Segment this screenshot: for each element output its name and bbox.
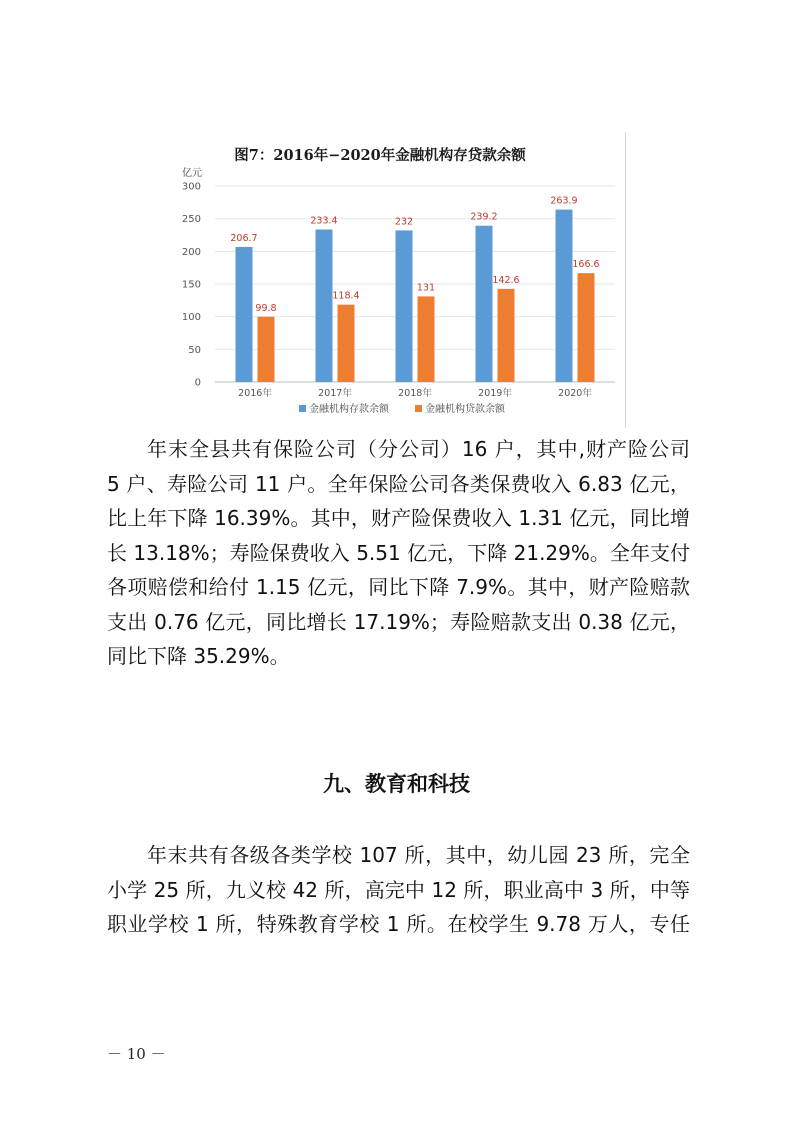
- chart-legend: [299, 402, 506, 415]
- bar-value-label: 131: [416, 282, 436, 294]
- bar-deposit: [396, 230, 413, 382]
- x-tick-label: 2016年: [238, 388, 272, 399]
- x-tick-label: 2020年: [558, 388, 592, 399]
- text-line: 比上年下降 16.39%。其中，财产险保费收入 1.31 亿元，同比增: [107, 506, 690, 530]
- bar-value-label: 232: [394, 216, 414, 228]
- x-tick-label: 2017年: [318, 388, 352, 399]
- chart-title: 图7：2016年−2020年金融机构存贷款余额: [234, 147, 526, 164]
- legend-label: 金融机构存款余额: [309, 404, 389, 415]
- y-tick-label: 0: [194, 377, 201, 389]
- text-line: 各项赔偿和给付 1.15 亿元，同比下降 7.9%。其中，财产险赔款: [107, 575, 690, 599]
- chart-border: [625, 132, 626, 428]
- chart-unit-label: 亿元: [182, 168, 202, 179]
- page-number: － 10 －: [107, 1045, 166, 1063]
- text-line: 年末全县共有保险公司（分公司）16 户，其中,财产险公司: [147, 437, 690, 461]
- text-line: 同比下降 35.29%。: [107, 644, 290, 668]
- chart-bars: [236, 210, 595, 382]
- bar-loan: [338, 305, 355, 382]
- y-tick-label: 300: [181, 181, 201, 193]
- insurance-paragraph: [107, 432, 690, 674]
- x-tick-label: 2018年: [398, 388, 432, 399]
- section-heading: 九、教育和科技: [323, 772, 470, 796]
- legend-swatch: [299, 405, 306, 412]
- text-line: 职业学校 1 所，特殊教育学校 1 所。在校学生 9.78 万人，专任: [107, 912, 690, 936]
- y-tick-label: 200: [181, 246, 201, 258]
- text-line: 小学 25 所，九义校 42 所，高完中 12 所，职业高中 3 所，中等: [107, 877, 690, 902]
- bar-value-label: 142.6: [492, 274, 520, 286]
- bar-loan: [418, 296, 435, 382]
- y-tick-label: 250: [181, 214, 201, 226]
- x-tick-label: 2019年: [478, 388, 512, 399]
- bar-value-label: 263.9: [550, 195, 578, 207]
- chart-data-labels: [230, 196, 599, 314]
- bar-deposit: [556, 210, 573, 382]
- text-line: 年末共有各级各类学校 107 所，其中，幼儿园 23 所，完全: [147, 843, 690, 867]
- legend-swatch: [415, 405, 422, 412]
- text-line: 支出 0.76 亿元，同比增长 17.19%；寿险赔款支出 0.38 亿元，: [107, 609, 690, 634]
- y-tick-label: 50: [188, 344, 201, 356]
- y-tick-label: 150: [181, 279, 201, 291]
- bar-deposit: [316, 230, 333, 382]
- y-tick-label: 100: [181, 312, 201, 324]
- chart-x-axis: [238, 387, 592, 399]
- chart-gridlines: [215, 186, 615, 382]
- bar-value-label: 166.6: [572, 259, 600, 271]
- bar-value-label: 118.4: [332, 290, 360, 302]
- bar-loan: [258, 317, 275, 382]
- chart-y-axis: [182, 182, 201, 389]
- bar-deposit: [476, 226, 493, 382]
- bar-deposit: [236, 247, 253, 382]
- deposit-loan-chart: [175, 132, 625, 432]
- education-paragraph: [107, 838, 690, 942]
- bar-value-label: 239.2: [470, 211, 498, 223]
- bar-value-label: 233.4: [310, 215, 338, 227]
- bar-value-label: 206.7: [230, 232, 258, 244]
- bar-loan: [578, 273, 595, 382]
- text-line: 5 户、寿险公司 11 户。全年保险公司各类保费收入 6.83 亿元，: [107, 471, 690, 496]
- text-line: 长 13.18%；寿险保费收入 5.51 亿元，下降 21.29%。全年支付: [107, 540, 690, 565]
- bar-loan: [498, 289, 515, 382]
- legend-label: 金融机构贷款余额: [425, 404, 505, 415]
- bar-value-label: 99.8: [255, 302, 277, 314]
